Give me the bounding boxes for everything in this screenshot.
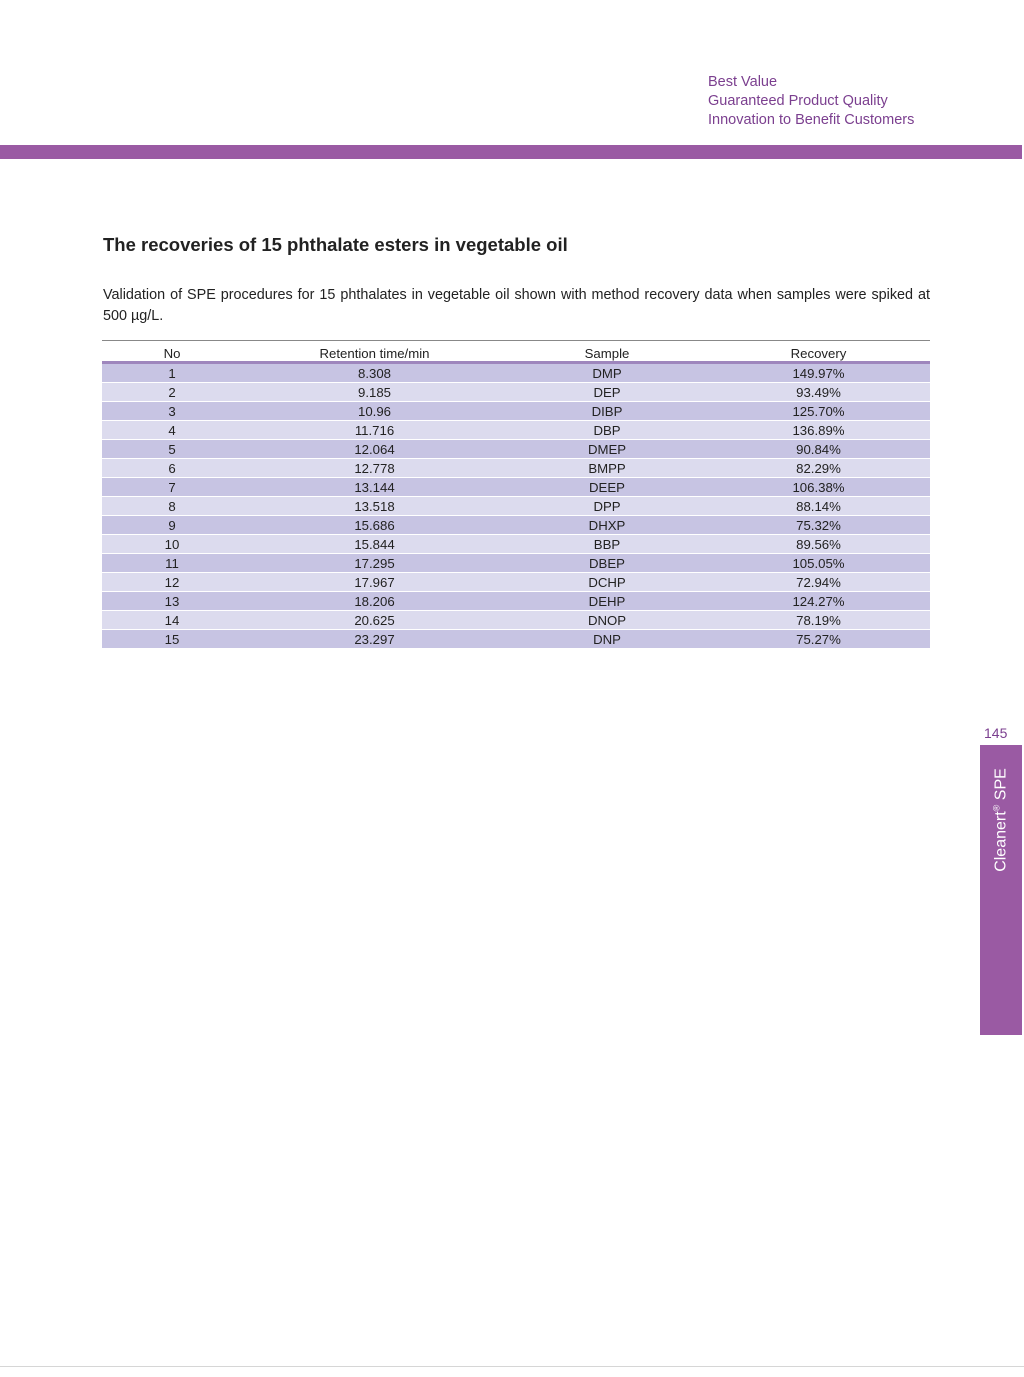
cell-retention-time: 13.144 [242,478,507,497]
cell-retention-time: 20.625 [242,611,507,630]
table-row [102,630,930,649]
cell-retention-time: 15.844 [242,535,507,554]
cell-recovery: 78.19% [707,611,930,630]
cell-sample: DPP [507,497,707,516]
cell-recovery: 105.05% [707,554,930,573]
cell-no: 7 [102,478,242,497]
cell-retention-time: 10.96 [242,402,507,421]
cell-no: 1 [102,363,242,383]
product-name: SPE [992,768,1010,805]
cell-sample: DBP [507,421,707,440]
column-header-recovery: Recovery [707,341,930,363]
table-header [102,341,930,363]
page-number: 145 [984,725,1008,741]
cell-no: 14 [102,611,242,630]
cell-recovery: 93.49% [707,383,930,402]
cell-no: 4 [102,421,242,440]
registered-mark: ® [991,804,1002,812]
column-header-sample: Sample [507,341,707,363]
table-row [102,535,930,554]
cell-recovery: 72.94% [707,573,930,592]
cell-no: 6 [102,459,242,478]
cell-recovery: 90.84% [707,440,930,459]
cell-no: 12 [102,573,242,592]
cell-recovery: 75.27% [707,630,930,649]
cell-retention-time: 13.518 [242,497,507,516]
cell-retention-time: 15.686 [242,516,507,535]
cell-retention-time: 23.297 [242,630,507,649]
table-row [102,497,930,516]
table-row [102,478,930,497]
cell-no: 9 [102,516,242,535]
cell-recovery: 124.27% [707,592,930,611]
recovery-table [102,340,930,649]
cell-recovery: 125.70% [707,402,930,421]
tagline-line-1: Best Value [708,74,778,90]
cell-no: 5 [102,440,242,459]
tagline-line-3: Innovation to Benefit Customers [708,112,915,128]
cell-sample: BBP [507,535,707,554]
cell-retention-time: 8.308 [242,363,507,383]
side-tab-label [991,768,1010,872]
table-row [102,592,930,611]
table-row [102,383,930,402]
table-header-row [102,341,930,363]
cell-sample: DNP [507,630,707,649]
section-side-tab [980,745,1022,1035]
cell-no: 11 [102,554,242,573]
cell-no: 8 [102,497,242,516]
header-color-band [0,145,1022,159]
intro-paragraph: Validation of SPE procedures for 15 phthalates in vegetable oil shown with method recovery data when samples were spiked at 500 µg/L. [103,287,930,324]
column-header-retention-time: Retention time/min [242,341,507,363]
cell-retention-time: 12.778 [242,459,507,478]
cell-sample: DBEP [507,554,707,573]
table-row [102,573,930,592]
footer-rule [0,1366,1024,1367]
cell-sample: DCHP [507,573,707,592]
cell-sample: DMP [507,363,707,383]
cell-recovery: 75.32% [707,516,930,535]
table-row [102,402,930,421]
cell-recovery: 136.89% [707,421,930,440]
table-row [102,363,930,383]
cell-sample: DIBP [507,402,707,421]
cell-sample: DEEP [507,478,707,497]
cell-no: 15 [102,630,242,649]
tagline-line-2: Guaranteed Product Quality [708,93,888,109]
cell-no: 10 [102,535,242,554]
cell-retention-time: 12.064 [242,440,507,459]
table-row [102,421,930,440]
cell-sample: DMEP [507,440,707,459]
cell-no: 2 [102,383,242,402]
cell-retention-time: 18.206 [242,592,507,611]
cell-recovery: 106.38% [707,478,930,497]
cell-retention-time: 17.295 [242,554,507,573]
cell-retention-time: 11.716 [242,421,507,440]
brand-name: Cleanert [992,811,1010,872]
page-title: The recoveries of 15 phthalate esters in vegetable oil [103,234,568,255]
table-body [102,363,930,649]
cell-no: 13 [102,592,242,611]
table-row [102,516,930,535]
cell-sample: DEP [507,383,707,402]
table-row [102,440,930,459]
cell-no: 3 [102,402,242,421]
table-row [102,611,930,630]
table-row [102,554,930,573]
cell-sample: DHXP [507,516,707,535]
cell-recovery: 88.14% [707,497,930,516]
cell-sample: BMPP [507,459,707,478]
cell-retention-time: 17.967 [242,573,507,592]
column-header-no: No [102,341,242,363]
cell-recovery: 149.97% [707,363,930,383]
cell-sample: DEHP [507,592,707,611]
cell-recovery: 89.56% [707,535,930,554]
cell-sample: DNOP [507,611,707,630]
cell-recovery: 82.29% [707,459,930,478]
header-tagline [708,73,914,130]
cell-retention-time: 9.185 [242,383,507,402]
table-row [102,459,930,478]
